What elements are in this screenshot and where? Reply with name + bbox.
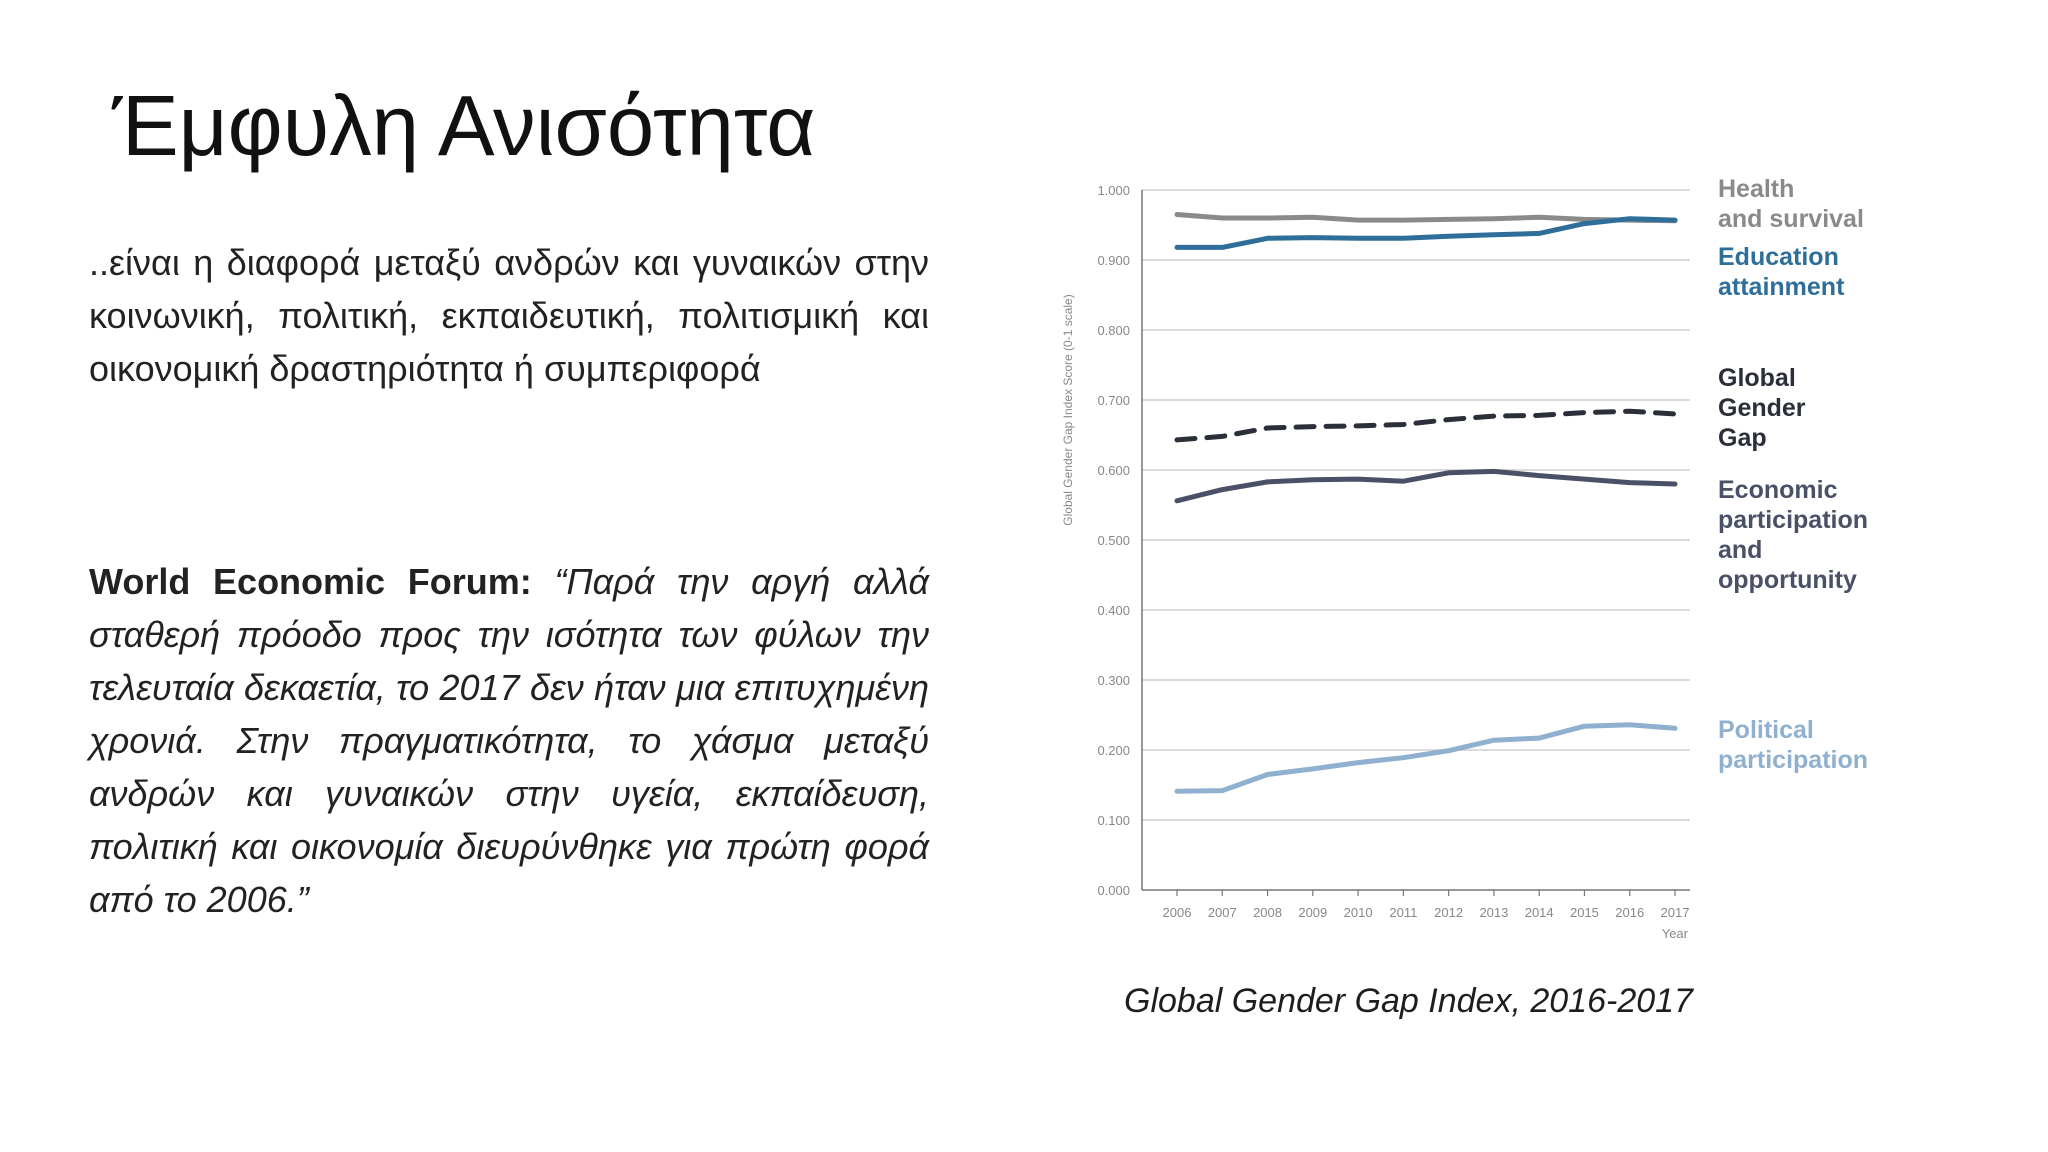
legend-entry-line: and survival: [1718, 205, 1864, 233]
y-tick-label: 0.600: [1097, 463, 1130, 478]
x-tick-label: 2012: [1434, 905, 1464, 920]
series-line-3: [1177, 471, 1675, 500]
legend-entry-line: Global: [1718, 364, 1796, 392]
slide-title: Έμφυλη Ανισότητα: [112, 79, 816, 174]
x-tick-label: 2016: [1615, 905, 1645, 920]
y-tick-label: 0.200: [1097, 743, 1130, 758]
legend-entry-line: and: [1718, 536, 1763, 564]
legend-entry: [1718, 242, 1844, 302]
legend-entry-line: Economic: [1718, 476, 1838, 504]
y-tick-label: 0.900: [1097, 253, 1130, 268]
legend-entry-line: Health: [1718, 175, 1795, 203]
y-tick-label: 0.500: [1097, 533, 1130, 548]
legend-entry-line: opportunity: [1718, 566, 1857, 594]
x-tick-label: 2008: [1253, 905, 1283, 920]
x-tick-label: 2014: [1524, 905, 1554, 920]
x-tick-label: 2006: [1162, 905, 1192, 920]
legend-entry-line: participation: [1718, 746, 1869, 774]
legend-entry-line: Gap: [1718, 424, 1767, 452]
definition-text: ..είναι η διαφορά μεταξύ ανδρών και γυναικών στην κοινωνική, πολιτική, εκπαιδευτική, πολιτισμική και οικονομική δραστηριότητα ή συμπεριφορά: [89, 242, 929, 389]
quote-text: “Παρά την αργή αλλά σταθερή πρόοδο προς την ισότητα των φύλων την τελευταία δεκαετία, το 2017 δεν ήταν μια επιτυχημένη χρονιά. Στην πραγματικότητα, το χάσμα μεταξύ ανδρών και γυναικών στην υγεία, εκπαίδευση, πολιτική και οικονομία διευρύνθηκε για πρώτη φορά από το 2006.”: [89, 561, 929, 920]
x-tick-label: 2009: [1298, 905, 1328, 920]
x-axis-title: Year: [1661, 926, 1688, 941]
y-tick-label: 0.300: [1097, 673, 1130, 688]
legend-entry-line: Gender: [1718, 394, 1806, 422]
x-tick-label: 2011: [1389, 905, 1418, 920]
legend-entry-line: Political: [1718, 716, 1814, 744]
legend-entry-line: attainment: [1718, 273, 1845, 301]
x-tick-label: 2010: [1343, 905, 1373, 920]
y-axis-title: Global Gender Gap Index Score (0-1 scale): [1061, 294, 1075, 526]
series-line-1: [1177, 219, 1675, 248]
legend-entry: [1718, 715, 1868, 775]
y-tick-label: 1.000: [1097, 183, 1130, 198]
series-line-2: [1177, 411, 1675, 440]
y-tick-label: 0.800: [1097, 323, 1130, 338]
legend-entry: [1718, 174, 1864, 234]
x-tick-label: 2007: [1207, 905, 1237, 920]
chart-caption: Global Gender Gap Index, 2016-2017: [1124, 982, 1693, 1020]
y-tick-label: 0.000: [1097, 883, 1130, 898]
x-tick-label: 2017: [1660, 905, 1690, 920]
x-tick-label: 2015: [1569, 905, 1599, 920]
quote-source: World Economic Forum:: [89, 561, 532, 602]
y-tick-label: 0.700: [1097, 393, 1130, 408]
series-line-4: [1177, 725, 1675, 792]
legend-entry-line: participation: [1718, 506, 1869, 534]
legend-entry: [1718, 475, 1868, 595]
y-tick-label: 0.100: [1097, 813, 1130, 828]
legend-entry: [1718, 363, 1806, 453]
y-tick-label: 0.400: [1097, 603, 1130, 618]
legend-entry-line: Education: [1718, 243, 1839, 271]
x-tick-label: 2013: [1479, 905, 1509, 920]
